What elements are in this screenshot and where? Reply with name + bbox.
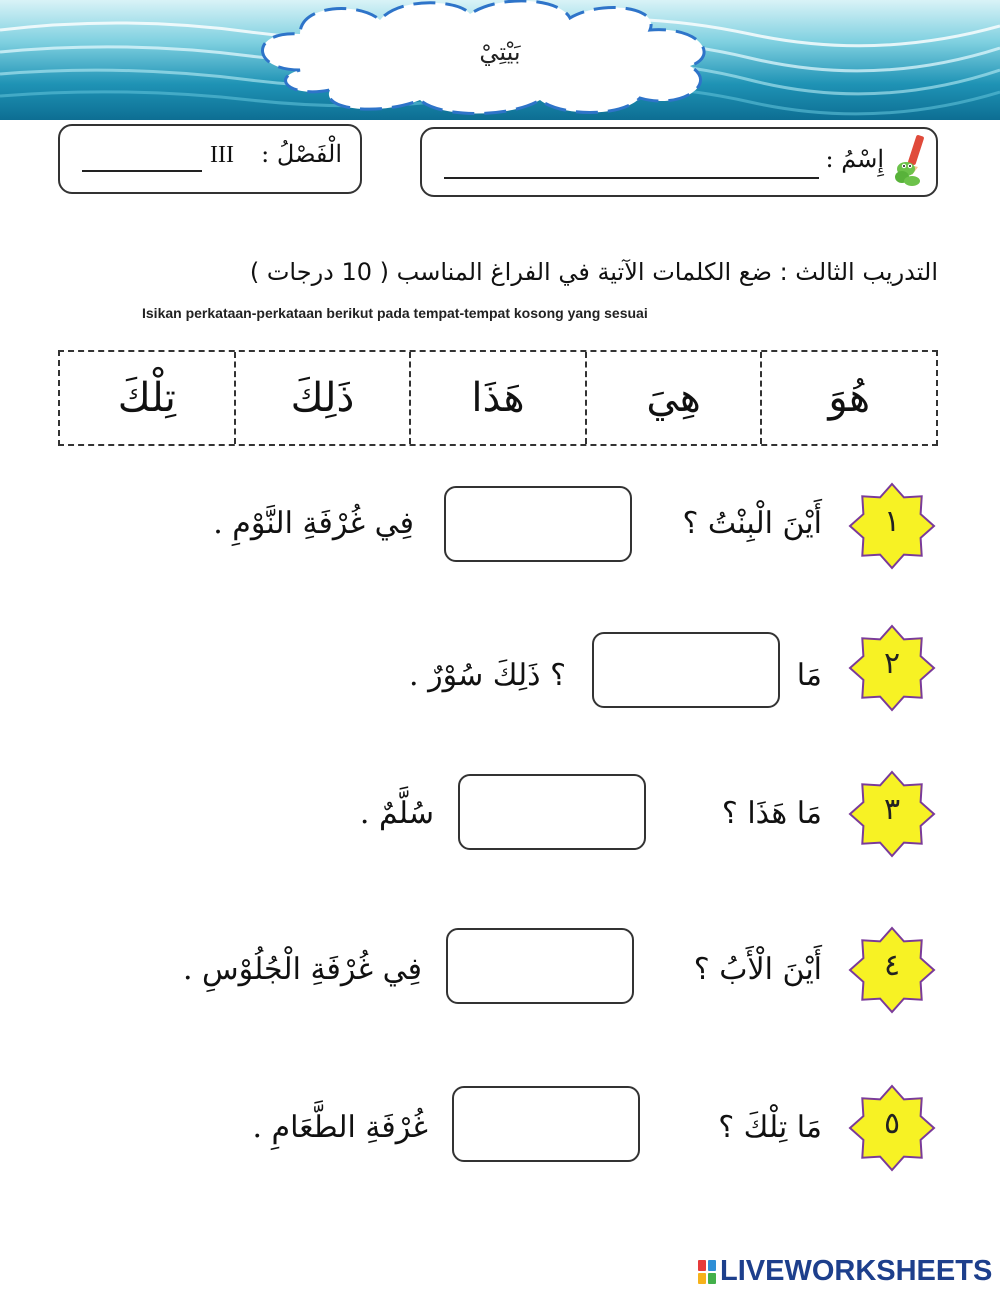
- header-banner: [0, 0, 1000, 120]
- question-row-1: [0, 482, 1000, 572]
- question-text-before: مَا: [796, 658, 822, 693]
- question-text-after: فِي غُرْفَةِ النَّوْمِ .: [213, 506, 414, 541]
- page-title: بَيْتِيْ: [479, 38, 521, 66]
- logo-squares-icon: [698, 1260, 716, 1284]
- question-text-before: أَيْنَ الْبِنْتُ ؟: [682, 506, 822, 541]
- word-bank-item[interactable]: هَذَا: [409, 352, 585, 444]
- question-text-after: ؟ ذَلِكَ سُوْرٌ .: [409, 658, 566, 693]
- question-number: ٤: [883, 948, 901, 983]
- question-row-4: [0, 926, 1000, 1016]
- question-row-3: [0, 770, 1000, 860]
- class-value: III: [210, 142, 234, 168]
- word-bank-item[interactable]: هِيَ: [585, 352, 761, 444]
- word-bank-item[interactable]: ذَلِكَ: [234, 352, 410, 444]
- answer-box[interactable]: [444, 486, 632, 562]
- name-label: إِسْمُ :: [825, 145, 884, 173]
- question-text-after: فِي غُرْفَةِ الْجُلُوْسِ .: [182, 952, 422, 987]
- instruction-malay: Isikan perkataan-perkataan berikut pada tempat-tempat kosong yang sesuai: [142, 305, 648, 321]
- question-number: ٣: [883, 792, 901, 827]
- word-bank: [58, 350, 938, 446]
- answer-box[interactable]: [458, 774, 646, 850]
- word-bank-item[interactable]: هُوَ: [760, 352, 936, 444]
- class-label: الْفَصْلُ :: [261, 140, 342, 168]
- question-text-after: سُلَّمٌ .: [359, 796, 434, 831]
- class-blank-line[interactable]: [82, 170, 202, 172]
- question-row-2: [0, 624, 1000, 714]
- question-number-badge: [848, 770, 936, 858]
- answer-box[interactable]: [592, 632, 780, 708]
- question-number-badge: [848, 482, 936, 570]
- question-number: ١: [883, 504, 901, 539]
- question-text-before: أَيْنَ الْأَبُ ؟: [693, 952, 822, 987]
- answer-box[interactable]: [446, 928, 634, 1004]
- class-box: [58, 124, 362, 194]
- pencil-worm-icon: [890, 133, 930, 189]
- word-bank-item[interactable]: تِلْكَ: [117, 375, 176, 421]
- question-number-badge: [848, 926, 936, 1014]
- name-box: [420, 127, 938, 197]
- instruction-arabic: التدريب الثالث : ضع الكلمات الآتية في الفراغ المناسب ( 10 درجات ): [249, 258, 938, 286]
- question-row-5: [0, 1084, 1000, 1174]
- name-blank-line[interactable]: [444, 177, 819, 179]
- question-number-badge: [848, 624, 936, 712]
- question-text-before: مَا تِلْكَ ؟: [718, 1110, 822, 1145]
- question-number: ٥: [883, 1106, 901, 1141]
- answer-box[interactable]: [452, 1086, 640, 1162]
- question-number-badge: [848, 1084, 936, 1172]
- liveworksheets-logo[interactable]: [698, 1255, 992, 1288]
- question-text-before: مَا هَذَا ؟: [721, 796, 822, 831]
- question-text-after: غُرْفَةِ الطَّعَامِ .: [252, 1110, 428, 1145]
- brand-name: LIVEWORKSHEETS: [720, 1255, 993, 1287]
- question-number: ٢: [883, 646, 901, 681]
